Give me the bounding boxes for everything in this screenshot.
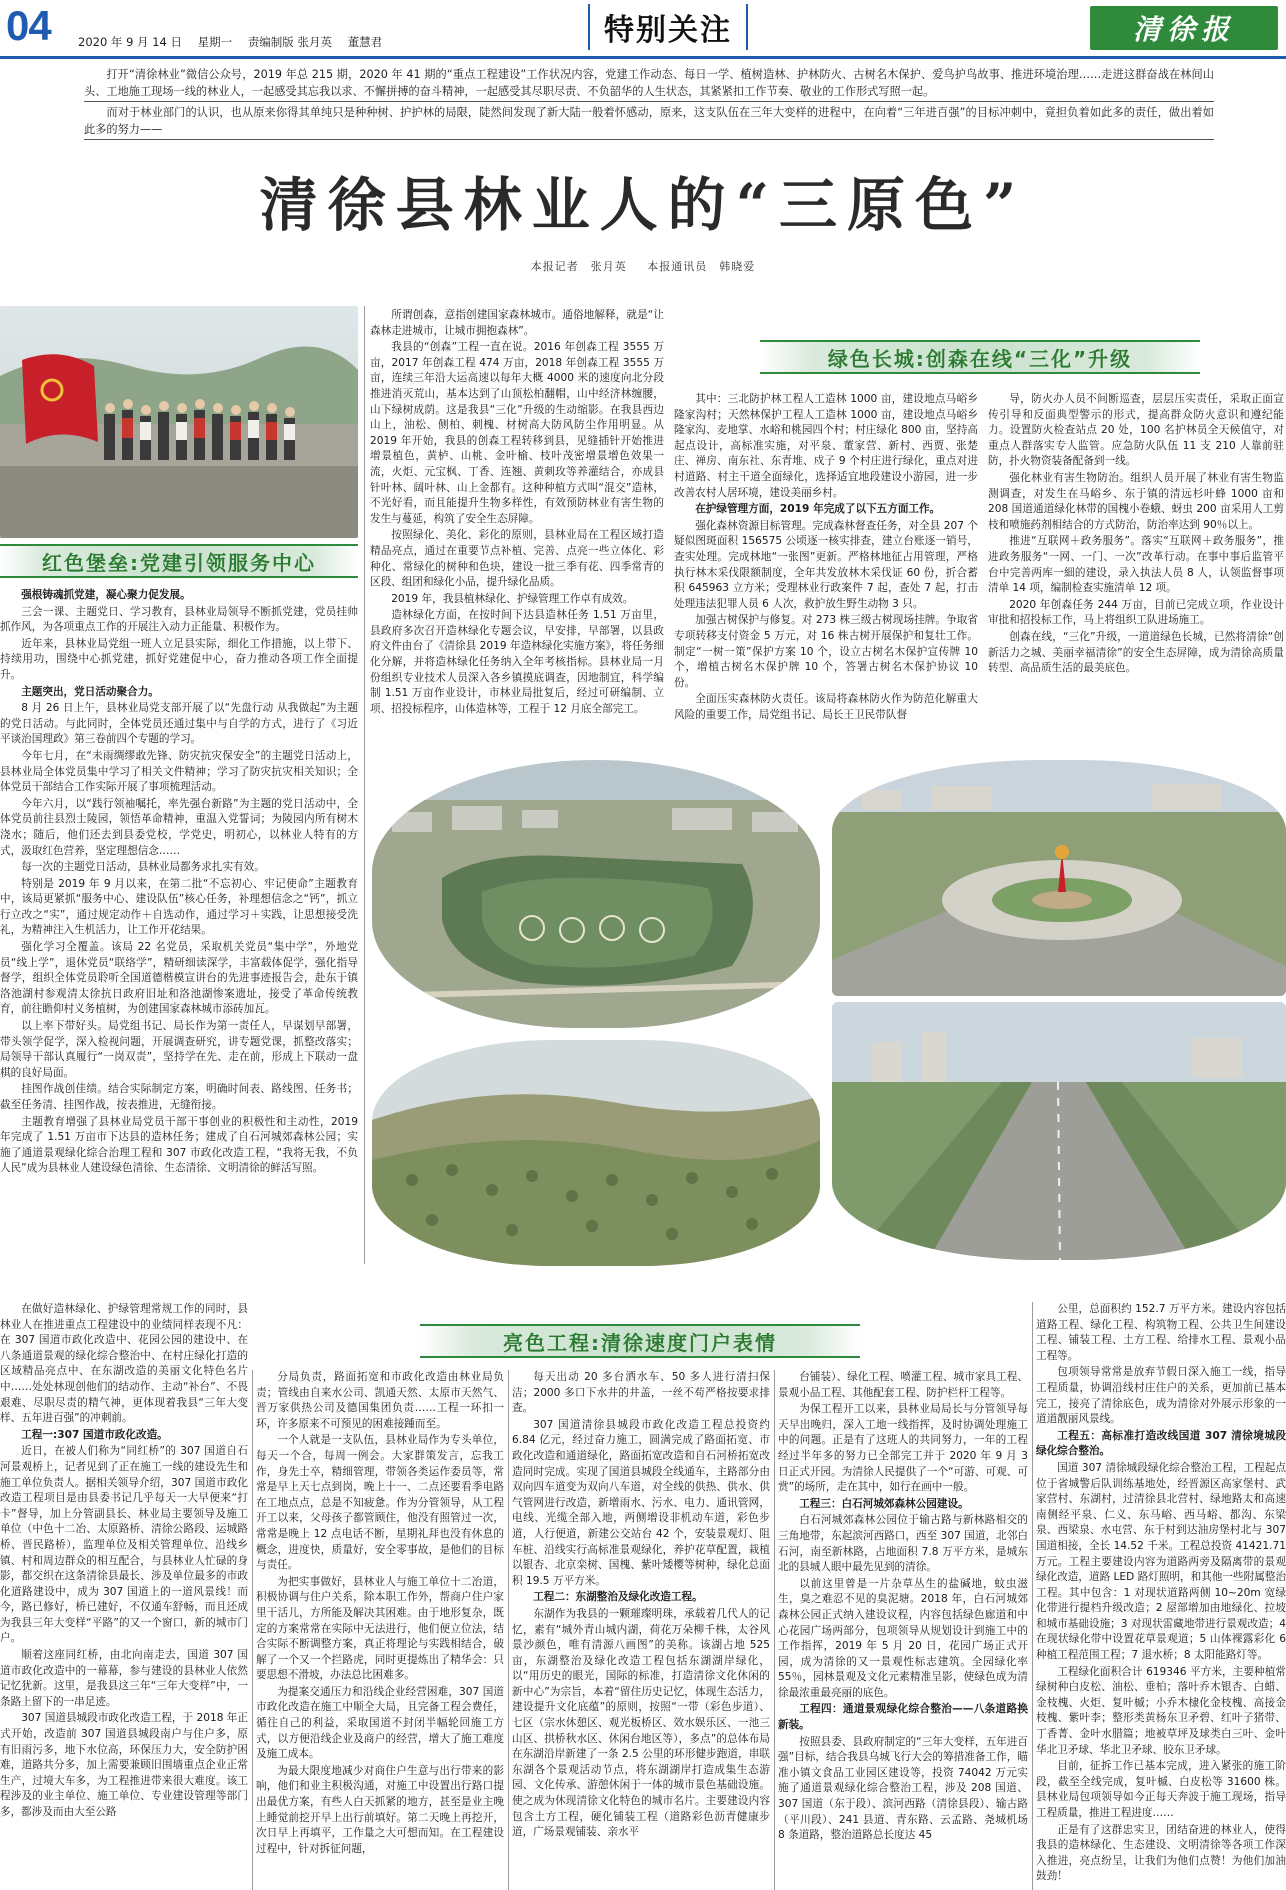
bright-para-27: 目前，征拆工作已基本完成，进入紧张的施工阶段，截至全线完成，复叶槭、白皮松等 31600 株。县林业局包项领导如今正每天奔波于施工现场，指导工程质量，推进工程进度……: [1036, 1760, 1286, 1819]
main-headline: 清徐县林业人的“三原色”: [259, 171, 1027, 239]
bright-section-column-5: [1036, 1302, 1286, 1890]
masthead: [0, 0, 1286, 58]
bright-para-7: 一个人就是一支队伍，县林业局作为专头单位，每天一个合，每周一例会。大家群策发言，忘我工作，身先士卒，精细管理，带领各类运作委员等，常常是早上天七点到岗，晚上十一、二点还要看季电路在工地点点，总是不知疲惫。作为分管领导，从工程开工以来，父母孩子都管顾住，他没有照管过一次，常常是晚上 12 点电话不断，星期礼拜也没有休息的概念，进度快，质量好，安全零事故，是他们的目标与责任。: [256, 1434, 504, 1572]
green-para-4: 加强古树保护与修复。对 273 株三级古树现场挂牌。争取省专项转移支付资金 5 万元，对 16 株古树开展保护和复壮工作。制定“一树一策”保护方案 10 个，设立古树名木保护宣传牌 10 个，增植古树名木保护牌 10 个，答署古树名木保护协议 10 份。: [674, 614, 978, 689]
green-para-8: 推进“互联网＋政务服务”。落实“互联网＋政务服务”，推进政务服务“一网、一门、一次”改革行动。在事中事后监管平台中完善两库一細的建设，录入执法人员 8 人，认领监督事项清单 14 项，编制检查实施清单 12 项。: [988, 535, 1284, 595]
bright-para-25: 国道 307 清徐城段绿化综合整治工程，工程起点位于省城警后队训练基地处，经晋源区高家堡村、武家营村、东湖村，过清徐县北营村、绿地路太和高速南侧经平泉、仁义、东马峪、西马峪、都沟、东梁泉、西梁泉、水屯营、东于村到达油房堡村北与 307 国道相接，全长 14.52 千米。工程总投资 41421.71 万元。工程主要建设内容为道路两旁及隔离带的景观绿化改造，道路 LED 路灯照明，和其他一些附属整治工程。其中包含：1 对现状道路两侧 10~20m 宽绿化带进行提档升级改造；2 屋部增加由地绿化、拉坡和城市基础设施；3 对现状雷藏地带进行景观改造；4 在现状绿化带中设置花草景观道；5 山体裸露彩化 6 种植工程范围工程；7 退水桥；8 太阳能路灯等。: [1036, 1461, 1286, 1662]
bright-para-22: 公里，总面积约 152.7 万平方米。建设内容包括道路工程、绿化工程、构筑物工程、公共卫生间建设工程、铺装工程、土方工程、给排水工程、景观小品工程等。: [1036, 1303, 1286, 1362]
bright-para-3: 近日，在被人们称为“同红桥”的 307 国道自石河景观桥上，记者见到了正在施工一线的建设先生和施工单位负责人。据相关领导介绍，307 国道市政化改造工程项目是由县委书记几乎每天一大早便来“打卡”督导，加上分管副县长、林业局主要领导及施工单位（中色十二冶、太原路桥、清徐公路段、运城路桥、晋民路桥），监理单位及相关管理单位、沿线乡镇、村和周边群众的相互配合，与县林业人忙碌的身影，都交织在这条清徐县最长、涉及单位最多的市政化道路建设中，成为 307 国道上的一道风景线！而今，路已修好，桥已建好，不仅通车舒畅，而且还成为我县三年大变样“平路”的又一个窗口，新的城市门户。: [0, 1445, 248, 1645]
paper-logo: 清徐报: [1090, 6, 1278, 50]
green-para-3: 强化森林资源目标管理。完成森林督查任务，对全县 207 个疑似图斑面积 156575 公顷逐一核实排查，建立台账逐一销号，查实处理。完成林地“一张图”更新。严格林地征占用管理，严格执行林木采伐限额制度，全年共发放林木采伐证 60 份，折合蓄积 645963 立方米；受理林业行政案件 7 起，查处 7 起，打击处理违法犯罪人员 6 人次，救护放生野生动物 3 只。: [674, 519, 978, 610]
bright-para-10: 为最大限度地减少对商住户生意与出行带来的影响，他们和业主积极沟通，对施工中设置出行路口提出最优方案，有些人白天抓紧的地方，甚至是业主晚上睡觉前挖开早上出行前填好。第二天晚上再挖开，次日早上再填平，工作量之大可想而知。在工程建设过程中，针对拆征问题，: [256, 1764, 504, 1855]
bright-para-20: 工程四：通道景观绿化综合整治——八条道路换新装。: [778, 1703, 1028, 1732]
red-para-12: 挂图作战创佳绩。结合实际制定方案，明确时间表、路线图、任务书；截至任务清、挂图作战，按表推进，无缝衔接。: [0, 1083, 358, 1111]
red-para-4: 主题突出，党日活动聚合力。: [21, 685, 159, 698]
photo-party-group: [0, 306, 358, 538]
photo-roundabout: [832, 760, 1286, 996]
bright-para-5: 307 国道县城段市政化改造工程，于 2018 年正式开始，改造前 307 国道县城段南户与住户多，原有旧雨污多，地下水位高，环保压力大，安全防护困难，道路共分多，加上需要兼顾旧围墙重点企业正常生产，过境大车多，为工程推进带来很大难度。该工程涉及的业主单位、施工单位、专业建设管理等部门多，都涉及而由大至公路: [0, 1712, 248, 1818]
green-section-column-1: [674, 392, 978, 754]
green-intro-para-3: 按照绿化、美化、彩化的原则，县林业局在工程区域打造精品亮点，通过在重要节点补植、完善、点亮一些立体化、彩种化、常绿化的树种和色块，建设一批三季有花、四季常青的区段、组团和绿化小品，提升绿化品质。: [370, 529, 664, 589]
section-bar-bright: 亮色工程:清徐速度门户表情: [420, 1324, 860, 1358]
red-para-1: 强根铸魂抓党建，凝心聚力促发展。: [21, 589, 191, 601]
issue-meta: [78, 34, 394, 50]
bright-para-23: 包项领导常常是放弃节假日深入施工一线，指导工程质量，协调沿线村庄住户的关系，更加前已基本完工，接亮了清徐底色，成为清徐对外展示形象的一道道靓丽风景线。: [1036, 1366, 1286, 1426]
section-bar-green: 绿色长城:创森在线“三化”升级: [760, 340, 1200, 374]
photo-lake-park: [372, 760, 820, 1028]
byline-correspondent: 本报通讯员 韩晓爱: [647, 260, 756, 273]
intro-paragraph-2: 而对于林业部门的认识，也从原来你得其单纯只是种种树、护护林的局限，陡然间发现了新大陆一般着怀感动，原来，这支队伍在三年大变样的进程中，在向着“三年进百强”的目标冲刺中，竟担负着如此多的责任，做出着如此多的努力——: [84, 104, 1214, 140]
green-para-1: 其中：三北防护林工程人工造林 1000 亩，建设地点马峪乡隆家沟村；天然林保护工程人工造林 1000 亩，建设地点马峪乡隆家沟、麦地掌、水峪和桃园四个村；村庄绿化 800 亩，坚持高起点设计，高标准实施，对平泉、董家营、新村、西贾、张楚庄、禅房、南东社、东青堆、戍子 9 个村庄进行绿化，重点对进村道路、村主干道全面绿化，选择适宜地段建设小游园，进一步改善农村人居环境，建设美丽乡村。: [674, 393, 978, 499]
green-para-9: 2020 年创森任务 244 万亩，目前已完成立项，作业设计审批和招投标工作，马上将组织工队进场施工。: [988, 598, 1284, 627]
column-rule: [774, 1370, 775, 1890]
bright-para-12: 307 国道清徐县城段市政化改造工程总投资约 6.84 亿元，经过奋力施工，圆满完成了路面拓宽、市政化改造和通道绿化，路面拓宽改造和自石河桥拓宽改造同时完成。实现了国道县城段全线通车，主路部分由双向四车道变为双向八车道，对全线的供热、供水、供气管网进行改造，新增雨水、污水、电力、通讯管网，电线、光缆全部入地，两侧增设非机动车道，彩色步道，人行便道，新建公交站台 42 个，安装景观灯、阻车桩、沿线实行高标准景观绿化，养护花草配置，栽植以银杏、北京栾树、国槐、紫叶矮樱等树种，绿化总面积 19.5 万平方米。: [512, 1418, 770, 1587]
red-para-8: 每一次的主题党日活动，县林业局都务求扎实有效。: [21, 861, 265, 874]
red-para-7: 今年六月，以“践行领袖嘱托，率先强台新路”为主题的党日活动中，全体党员前往县烈士陵园，领悟革命精神，重温入党誓词；为陵园内所有树木浇水；随后，他们还去到县委党校，学党史，明初心，以林业人特有的方式，汲取红色营养，坚定理想信念……: [0, 797, 358, 857]
section-title: 特别关注: [588, 4, 748, 50]
issue-date: 2020 年 9 月 14 日: [78, 35, 182, 49]
byline: [0, 258, 1286, 274]
bright-section-column-4: [778, 1370, 1028, 1890]
bright-para-2: 工程一:307 国道市政化改造。: [21, 1428, 168, 1441]
bright-section-column-2: [256, 1370, 504, 1890]
bright-para-11: 每天出动 20 多台洒水车、50 多人进行清扫保洁；2000 多口下水井的井盖，一丝不苟严格按要求排查。: [512, 1371, 770, 1415]
bright-section-column-1: [0, 1302, 248, 1890]
red-para-11: 以上率下带好头。局党组书记、局长作为第一责任人，早谋划早部署，带头领学促学，深入检视问题，开展调查研究，讲专题党课，抓整改落实；局领导干部认真履行“一岗双责”，坚持学在先、走在前，形成上下联动一盘棋的良好局面。: [0, 1020, 358, 1079]
red-para-10: 强化学习全覆盖。该局 22 名党员，采取机关党员“集中学”，外地党员“线上学”，退休党员“联络学”，精研细读深学，丰富载体促学，强化指导督学，组织全体党员聆听全国道德楷模宣讲台的先进事迹报告会，赴东于镇洛池湖村参观清太徐抗日政府旧址和洛池湖惨案遗址，接受了革命传统教育，前往瞻仰村义务植树，为创建国家森林城市添砖加瓦。: [0, 941, 358, 1016]
bright-section-column-3: [512, 1370, 770, 1890]
bright-para-26: 工程绿化面积合计 619346 平方米，主要种植常绿树种白皮松、油松、垂柏；落叶乔木银杏、白蜡、金枝槐、火炬、复叶槭；小乔木棣化金枝槐、高接金枝槐、紫叶李；整形类黄杨东卫矛碧、红叶子猪带、丁香菁、金叶水腊篇；地被草坪及球类白三叶、金叶华北卫矛球、华北卫矛球、胶东卫矛球。: [1036, 1665, 1286, 1756]
bright-para-19: 以前这里曾是一片杂草丛生的盐碱地，蚊虫滋生，臭之难忍不见的臭泥塘。2018 年，白石河城郊森林公园正式纳入建设议程，内容包括绿色廊道和中心花园广场两部分，包项领导从规划设计到施工中的工作指挥，2019 年 5 月 20 日，花园广场正式开园，成为清徐的又一景观性标志建筑。全园绿化率 55％，园林景观及文化元素精准呈影，使绿色成为清徐最浓重最亮丽的底色。: [778, 1577, 1028, 1699]
bright-para-8: 为把实事做好，县林业人与施工单位十二冶道，积极协调与住户关系，除本职工作外，帮商户住户家里干活儿，方所能及解决其困难。由于地形复杂，既定的方案常常在实际中无法进行，他们便立位法，结合实际不断调整方案，真正将理论与实践相结合，破解了一个又一个拦路虎，同时更提炼出了精华会：只要思想不滑坡，办法总比困难多。: [256, 1575, 504, 1682]
intro-lead: [84, 66, 1214, 142]
bright-para-21: 按照县委、县政府制定的“三年大变样，五年进百强”目标，结合我县乌城飞行大会的筹措准备工作，瞄准小镇文食品工业园区建设等，投资 74042 万元实施了通道景观绿化综合整治工程，涉及 208 国道、307 国道（东于段）、滨河西路（清徐县段）、输古路（平川段）、241 县道、青东路、云孟路、尧城机场 8 条道路，整治道路总长度达 45: [778, 1735, 1028, 1842]
green-section-column-2: [988, 392, 1284, 754]
bright-para-9: 为提案交通压力和沿线企业经营困难，307 国道市政化改造在施工中顺全大局，且完备工程会费任，循往自己的利益，采取国道不封闭半幅轮回施工方式，以方便沿线企业及商户的经营，增大了施工难度及施工成本。: [256, 1685, 504, 1761]
proofreader-credit: 董慧君: [347, 35, 383, 49]
green-intro-para-4: 2019 年，我县植林绿化、护绿管理工作卓有成效。: [391, 592, 634, 605]
red-para-13: 主题教育增强了县林业局党员干部干事创业的积极性和主动性，2019 年完成了 1.51 万亩市下达县的造林任务；建成了自石河城郊森林公园；实施了通道景观绿化综合治理工程和 307 市政化改造工程，“我将无我，不负人民”成为县林业人建设绿色清徐、生态清徐、文明清徐的鲜活写照。: [0, 1115, 358, 1175]
green-para-2: 在护绿管理方面，2019 年完成了以下五方面工作。: [695, 503, 941, 516]
green-para-5: 全面压实森林防火责任。该局将森林防火作为防范化解重大风险的重要工作，局党组书记、局长王卫民带队督: [674, 693, 978, 721]
red-section-column-1: [0, 588, 358, 1264]
bright-para-6: 分局负责，路面拓宽和市政化改造由林业局负责；管线由自来水公司、凯通天然、太原市天然气、晋万家供热公司及德国集团负责……工程一环扣一环，许多原来不可预见的困难接踵而至。: [256, 1371, 504, 1430]
column-rule: [364, 306, 365, 1264]
green-para-7: 强化林业有害生物防治。组织人员开展了林业有害生物监测调查，对发生在马峪乡、东于镇的清远杉叶蜂 1000 亩和 208 国道通道绿化林带的国槐小卷蛾、蚜虫 200 亩采用人工剪枝和喷施药剂相结合的方式防治，防治率达到 90％以上。: [988, 471, 1284, 531]
bright-para-14: 东湖作为我县的一颗璀璨明珠，承载着几代人的记忆，素有“城外青山城内湖，荷花万朵柳千株，太谷风景沙颜色，唯有清源八画图”的美称。该湖占地 525 亩，东湖整治及绿化改造工程包括东湖湖岸绿化，以“用历史的眼光，国际的标准，打造清徐文化休闲的新中心”为宗旨，本着“留住历史记忆，体现生态活力，建设提升文化底蕴”的原则，按照“一带（彩色步道）、七区（宗水休憩区、观光板桥区、效水娱乐区、一池三山区、拱桥秋水区、休闲台地区等），多点”的总体布局在东湖沿岸新建了一条 2.5 公里的环形健步跑道，串联东湖各个景观活动节点，将东湖湖岸打造成集生态游园、文化传承、游憩休闲于一体的城市景色基础设施。使之成为休现清徐文化特色的城市名片。主要建设内容包含土方工程，硬化铺装工程（道路彩色沥青健康步道，广场景观铺装、亲水平: [512, 1607, 770, 1839]
green-para-10: 创森在线，“三化”升级，一道道绿色长城，已然将清徐“创新活力之城、美丽幸福清徐”的安全生态屏障，成为清徐高质量转型、高品质生活的最美底色。: [988, 630, 1284, 675]
bright-para-24: 工程五：高标准打造改线国道 307 清徐境城段绿化综合整治。: [1036, 1429, 1286, 1458]
issue-weekday: 星期一: [197, 35, 233, 49]
red-section-column-2: [370, 308, 664, 754]
byline-reporter: 本报记者 张月英: [530, 260, 627, 273]
red-para-5: 8 月 26 日上午，县林业局党支部开展了以“先盘行动 从我做起”为主题的党日活动。与此同时，全体党员还通过集中与自学的方式，进行了《习近平谈治国理政》第三卷前四个专题的学习。: [0, 702, 358, 746]
red-para-2: 三会一课、主题党日、学习教育，县林业局领导不断抓党建，党员挂帅抓作风，为各项重点工作的开展注入动力正能量、积极作为。: [0, 605, 358, 634]
bright-para-4: 顺着这座同红桥，由北向南走去，国道 307 国道市政化改造中的一幕幕，参与建设的县林业人依然记忆犹新。这里，是我县这三年“三年大变样”中，一条路上留下的一串足迹。: [0, 1649, 248, 1708]
bright-para-13: 工程二：东湖整治及绿化改造工程。: [533, 1591, 703, 1604]
red-para-6: 今年七月，在“未雨绸缪敢先锋、防灾抗灾保安全”的主题党日活动上，县林业局全体党员集中学习了相关文件精神；学习了防灾抗灾相关知识；全体党员干部结合工作实际开展了事项梳理活动。: [0, 749, 358, 794]
page-number: 04: [6, 2, 51, 49]
bright-para-17: 工程三：白石河城郊森林公园建设。: [799, 1497, 969, 1510]
photo-highway: [832, 1002, 1286, 1260]
masthead-rule: [0, 56, 1286, 59]
green-intro-para-2: 我县的“创森”工程一直在说。2016 年创森工程 3555 万亩，2017 年创森工程 474 万亩，2018 年创森工程 3555 万亩，连续三年沿大运高速以每年大概 4000 米的速度向北分段推进消灭荒山，基本达到了山顶松柏翻帽，山中经济林缠腰，山下绿树成荫。这是我县“三化”升级的生动缩影。在我县西边山上，油松、侧柏、刺槐、材树高大防风防尘作用明显。从 2019 年开始，我县的创森工程转移到县，见缝插针开始推进增景植色，黄栌、山桃、金叶榆、枝叶茂密增景增色效果一流，火炬、元宝枫、丁香、连翘、黄刺玫等养灌结合，亦成县针叶林、阔叶林、山上金都有。这种种植方式叫“混交”造林，不光好看，而且能提升生物多样性，有效预防林业有害生物的发生与蔓延，构筑了安全生态屏障。: [370, 341, 664, 525]
photo-hills: [372, 1040, 820, 1266]
green-intro-para-1: 所谓创森，意指创建国家森林城市。通俗地解释，就是“让森林走进城市，让城市拥抱森林”。: [370, 309, 664, 337]
intro-paragraph-1: 打开“清徐林业”微信公众号，2019 年总 215 期，2020 年 41 期的“重点工程建设”工作状况内容，党建工作动态、每日一学、植树造林、护林防火、古树名木保护、爱鸟护鸟故事、推进环境治理……走进这群奋战在林间山头、工地施工现场一线的林业人，一起感受其忘我以求、不懈拼搏的奋斗精神，一起感受其尽职尽责、不负韶华的人生状态，其紧紧扣工作节奏、敬业的工作形式写照一起。: [84, 66, 1214, 102]
column-rule: [508, 1370, 509, 1890]
column-rule: [252, 1370, 253, 1890]
bright-para-1: 在做好造林绿化、护绿管理常规工作的同时，县林业人在推进重点工程建设中的业绩同样表现不凡：在 307 国道市政化改造中、花园公园的建设中、在八条通道景观的绿化综合整治中、在村庄绿化打造的区域精品亮点中、在东湖改造的美丽文化特色名片中……处处林现创他们的结动作、主动“补台”、不畏艰难、尽职尽责的精气神，更体现着我县“三年大变样、五年进百强”的冲刺前。: [0, 1303, 248, 1425]
editor-credit: 责编制版 张月英: [247, 35, 332, 49]
red-para-3: 近年来，县林业局党组一班人立足县实际，细化工作措施，以上带下、持续用功，围绕中心抓党建，抓好党建促中心，奋力推动各项工作全面提升。: [0, 637, 358, 681]
section-bar-red: 红色堡垒:党建引领服务中心: [0, 544, 358, 578]
bright-para-28: 正是有了这群忠实卫，团结奋进的林业人，使得我县的造林绿化、生态建设、文明清徐等各项工作深入推进，亮点纷呈，让我们为他们点赞！为他们加油鼓劲！: [1036, 1823, 1286, 1883]
bright-para-16: 为保工程开工以来，县林业局局长与分管领导每天早出晚归，深入工地一线指挥，及时协调处理施工中的问题。正是有了这班人的共同努力，一年的工程经过半年多的努力已全部完工并于 2020 年 9 月 3 日正式开园。为清徐人民提供了一个“可游、可观、可赏”的场所，走在其中，如行在画中一般。: [778, 1403, 1028, 1494]
bright-para-15: 台铺装）、绿化工程、喷灌工程、城市家具工程、景观小品工程、其他配套工程、防护栏杆工程等。: [778, 1371, 1028, 1399]
column-rule: [1032, 1302, 1033, 1890]
green-intro-para-5: 造林绿化方面，在按时间下达县造林任务 1.51 万亩里，县政府多次召开造林绿化专题会议，早安排，早部署，以县政府文件由台了《清徐县 2019 年造林绿化实施方案》，将任务细化分解，并将造林绿化任务纳入全年考核指标。县林业局一月份组织专业技术人员深入各乡镇摸底调查，因地制宜，科学编制 1.51 万亩作业设计，市林业局批复后，经过可研编制、立项、招投标程序，山体造林等，工程于 12 月底全部完工。: [370, 609, 664, 715]
red-para-9: 特别是 2019 年 9 月以来，在第二批“不忘初心、牢记使命”主题教育中，该局更紧抓“服务中心、建设队伍”核心任务，补理想信念之“钙”，抓立行立改之“实”，通过规定动作＋自选动作，通过学习＋实践，让思想接受洗礼，为精神注入生机活力，让工作开花结果。: [0, 877, 358, 937]
bright-para-18: 白石河城郊森林公园位于输古路与新林路相交的三角地带，东起滨河西路口，西至 307 国道，北邻白石河，南至新林路，占地面积 7.8 万平方米，是城东北的县城人眼中最先见到的清徐。: [778, 1514, 1028, 1574]
green-para-6: 导，防火办人员不间断巡查，层层压实责任，采取正面宣传引导和反面典型警示的形式，提高群众防火意识和遵纪能力。设置防火检查站点 20 处，100 名护林员全天候值守，对重点人群落实专人监管。应急防火队伍 11 支 210 人靠前驻防，扑火物资装备配备到一线。: [988, 393, 1284, 468]
